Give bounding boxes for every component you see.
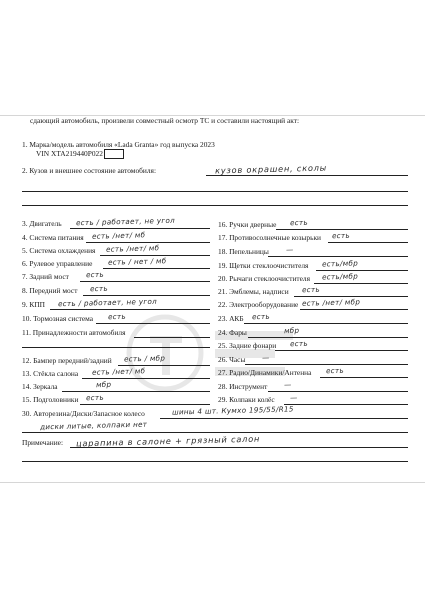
item-27-value: есть [325, 365, 345, 376]
note-line-2 [22, 461, 408, 462]
item-25-label: 25. Задние фонари [218, 341, 277, 350]
item-22-line [300, 309, 408, 310]
item-30-line-2 [22, 432, 408, 433]
item-9-value: есть / работает, не угол [57, 296, 158, 309]
item-6-line [103, 268, 210, 269]
item-6-value: есть / нет / мб [107, 256, 167, 267]
body-line-2 [22, 191, 408, 192]
item-30-label: 30. Авторезина/Диски/Запасное колесо [22, 409, 145, 418]
item-28-value: — [283, 379, 292, 390]
item-18-value: — [285, 244, 294, 255]
item-30-value: шины 4 шт. Кумхо 195/55/R15 [171, 404, 294, 417]
item-15-label: 15. Подголовники [22, 395, 79, 404]
item-16-value: есть [289, 217, 309, 228]
make-model-label: 1. Марка/модель автомобиля «Lada Granta» год выпуска 2023 [22, 140, 215, 149]
item-21-label: 21. Эмблемы, надписи [218, 287, 289, 296]
item-15-value: есть [85, 392, 105, 403]
item-26-value: — [261, 352, 270, 363]
item-30-line [160, 418, 408, 419]
item-17-value: есть [331, 230, 351, 241]
item-10-label: 10. Тормозная система [22, 314, 94, 323]
item-23-label: 23. АКБ [218, 314, 244, 323]
note-value: царапина в салоне + грязный салон [75, 433, 261, 449]
item-12-value: есть / мбр [123, 353, 166, 364]
note-label: Примечание: [22, 438, 64, 447]
vin-box [104, 149, 124, 159]
item-20-line [314, 283, 408, 284]
item-5-value: есть /нет/ мб [105, 243, 160, 254]
item-26-line [245, 364, 408, 365]
item-8-line [83, 295, 210, 296]
item-11-line [134, 337, 210, 338]
item-26-label: 26. Часы [218, 355, 246, 364]
item-13-label: 13. Стёкла салона [22, 369, 79, 378]
item-16-line [276, 229, 408, 230]
item-29-line [284, 404, 408, 405]
item-8-value: есть [89, 283, 109, 294]
item-13-value: есть /нет/ мб [91, 366, 146, 377]
item-3-line [70, 228, 210, 229]
item-11-line-2 [22, 347, 210, 348]
item-10-line [96, 323, 210, 324]
item-21-value: есть [301, 284, 321, 295]
body-label: 2. Кузов и внешнее состояние автомобиля: [22, 166, 157, 175]
item-28-label: 28. Инструмент [218, 382, 268, 391]
blank-bottom-area [0, 482, 425, 601]
item-23-line [244, 323, 408, 324]
item-22-value: есть /нет/ мбр [301, 297, 361, 308]
item-9-line [50, 309, 210, 310]
item-29-label: 29. Колпаки колёс [218, 395, 275, 404]
item-15-line [80, 404, 210, 405]
item-18-label: 18. Пепельницы [218, 247, 269, 256]
item-14-value: мбр [95, 379, 112, 390]
item-4-value: есть /нет/ мб [91, 230, 146, 241]
item-7-label: 7. Задний мост [22, 272, 69, 281]
item-19-label: 19. Щетки стеклоочистителя [218, 261, 309, 270]
item-27-line [320, 377, 408, 378]
item-4-label: 4. Система питания [22, 233, 84, 242]
item-3-value: есть / работает, не угол [75, 215, 176, 228]
item-24-line [248, 337, 408, 338]
item-28-line [268, 391, 408, 392]
blank-top-area [0, 0, 425, 116]
item-14-line [62, 391, 210, 392]
item-22-label: 22. Электрооборудование [218, 300, 299, 309]
item-6-label: 6. Рулевое управление [22, 259, 93, 268]
item-17-label: 17. Противосолнечные козырьки [218, 233, 322, 242]
item-25-value: есть [289, 338, 309, 349]
item-24-value: мбр [283, 325, 300, 336]
item-18-line [268, 256, 408, 257]
item-23-value: есть [251, 311, 271, 322]
body-line-3 [22, 205, 408, 206]
item-3-label: 3. Двигатель [22, 219, 62, 228]
item-20-value: есть/мбр [321, 271, 359, 282]
item-14-label: 14. Зеркала [22, 382, 58, 391]
intro-text: сдающий автомобиль, произвели совместный осмотр ТС и составили настоящий акт: [30, 116, 300, 125]
inspection-act-page [0, 116, 425, 482]
item-20-label: 20. Рычаги стеклоочистителя [218, 274, 310, 283]
item-10-value: есть [107, 311, 127, 322]
item-16-label: 16. Ручки дверные [218, 220, 277, 229]
item-9-label: 9. КПП [22, 300, 45, 309]
item-30-value-2: диски литые, колпаки нет [39, 419, 148, 432]
item-25-line [275, 350, 408, 351]
item-11-label: 11. Принадлежности автомобиля [22, 328, 126, 337]
item-5-label: 5. Система охлаждения [22, 246, 96, 255]
item-19-value: есть/мбр [321, 258, 359, 269]
item-7-line [80, 281, 210, 282]
item-17-line [328, 242, 408, 243]
item-19-line [316, 270, 408, 271]
item-8-label: 8. Передний мост [22, 286, 78, 295]
body-value: кузов окрашен, сколы [214, 162, 328, 176]
item-29-value: — [289, 392, 298, 403]
body-line [206, 175, 408, 176]
item-7-value: есть [85, 269, 105, 280]
item-24-label: 24. Фары [218, 328, 247, 337]
item-27-label: 27. Радио/Динамики/Антенна [218, 368, 312, 377]
item-12-label: 12. Бампер передний/задний [22, 356, 112, 365]
item-13-line [82, 378, 210, 379]
vin-label: VIN XTA219440P022 [36, 149, 103, 158]
